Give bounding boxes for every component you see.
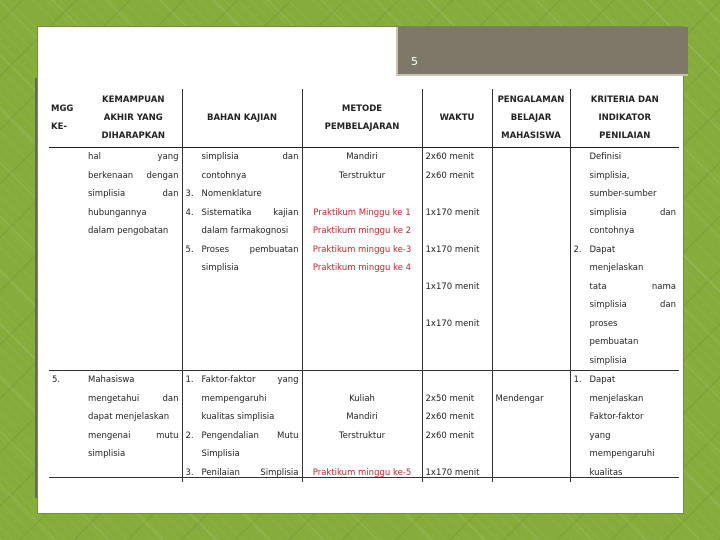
text-line: 1x170 menit <box>425 244 480 255</box>
text-line: 1x170 menit <box>425 207 480 218</box>
text-word: menjelaskan <box>589 393 644 404</box>
text-line: Praktikum minggu ke-5 <box>312 467 412 478</box>
list-line <box>186 427 299 446</box>
text-line <box>426 445 489 464</box>
text-line <box>88 148 179 167</box>
text-word: Simplisia <box>260 467 299 478</box>
list-line <box>574 333 677 352</box>
text-word: Definisi <box>589 152 622 162</box>
text-word: simplisia <box>88 189 126 199</box>
list-line <box>574 464 677 483</box>
text-word: pembuatan <box>589 337 639 347</box>
list-text <box>590 241 677 260</box>
list-line <box>574 167 677 186</box>
row2-mgg: 5. <box>49 371 85 483</box>
list-number <box>186 167 202 186</box>
text-word: dan <box>162 393 179 404</box>
text-word: yang <box>157 152 179 162</box>
list-line <box>574 390 677 409</box>
header-mgg: MGG KE- <box>49 89 85 148</box>
list-line <box>574 204 677 223</box>
text-line: Mandiri <box>346 412 378 422</box>
list-text <box>590 185 677 204</box>
list-line <box>574 148 677 167</box>
list-line <box>186 241 299 260</box>
text-line: Mandiri <box>346 152 378 162</box>
list-number <box>574 352 590 371</box>
text-line: 2x60 menit <box>425 170 475 181</box>
text-word: dan <box>282 152 299 162</box>
text-word: simplisia <box>201 152 239 162</box>
list-line <box>574 259 677 278</box>
list-text <box>202 259 299 278</box>
list-number <box>574 427 590 446</box>
row1-waktu <box>422 148 492 371</box>
list-number <box>186 222 202 241</box>
list-text <box>202 464 299 483</box>
list-number <box>574 408 590 427</box>
list-line <box>574 296 677 315</box>
text-word: sumber-sumber <box>589 189 657 199</box>
row1-metode <box>302 148 422 371</box>
row1-kemampuan <box>85 148 182 371</box>
text-line <box>88 204 179 223</box>
row2-bahan <box>182 371 302 483</box>
text-line <box>88 371 179 390</box>
row2-kemampuan <box>85 371 182 483</box>
row1-mgg <box>49 148 85 371</box>
text-word: berkenaan <box>88 170 134 181</box>
list-number <box>574 204 590 223</box>
list-number <box>574 167 590 186</box>
text-word: hal <box>88 152 101 162</box>
list-text <box>590 427 677 446</box>
text-line <box>496 371 567 390</box>
text-line <box>426 371 489 390</box>
list-text <box>590 259 677 278</box>
text-word: Mahasiswa <box>88 375 135 385</box>
list-number <box>574 222 590 241</box>
text-word: pembuatan <box>249 244 299 255</box>
text-word: kualitas simplisia <box>201 412 275 422</box>
list-number <box>574 185 590 204</box>
list-number <box>186 390 202 409</box>
list-number <box>574 296 590 315</box>
text-word: menjelaskan <box>589 263 644 273</box>
text-line: 1x170 menit <box>425 281 480 292</box>
list-line <box>186 445 299 464</box>
text-word: dengan <box>146 170 179 181</box>
list-text <box>202 204 299 223</box>
list-number: 5. <box>185 244 194 255</box>
list-text <box>590 296 677 315</box>
list-number <box>574 445 590 464</box>
row1-bahan <box>182 148 302 371</box>
list-line <box>186 408 299 427</box>
list-line <box>574 352 677 371</box>
list-text <box>590 148 677 167</box>
table-row <box>49 148 679 371</box>
text-word: yang <box>589 430 611 441</box>
text-line: 2x60 menit <box>425 430 475 441</box>
text-line: Praktikum minggu ke-3 <box>312 244 412 255</box>
header-kriteria: KRITERIA DAN INDIKATOR PENILAIAN <box>570 89 679 148</box>
list-line <box>186 371 299 390</box>
list-number <box>574 390 590 409</box>
list-number <box>574 278 590 297</box>
list-text <box>202 222 299 241</box>
text-word: Penilaian <box>201 467 240 478</box>
text-word: tata <box>589 281 607 292</box>
table-bottom-rule <box>49 477 679 478</box>
row1-kriteria <box>570 148 679 371</box>
list-text <box>202 445 299 464</box>
list-line <box>574 315 677 334</box>
text-word: Faktor-faktor <box>201 375 256 385</box>
list-text <box>590 167 677 186</box>
text-word: yang <box>277 375 299 385</box>
list-text <box>590 333 677 352</box>
list-text <box>590 445 677 464</box>
list-text <box>590 222 677 241</box>
list-number: 2. <box>573 244 582 255</box>
list-line <box>186 464 299 483</box>
header-metode: METODE PEMBELAJARAN <box>302 89 422 148</box>
list-text <box>202 148 299 167</box>
list-text <box>590 204 677 223</box>
list-text <box>202 241 299 260</box>
text-line: 2x50 menit <box>425 393 475 404</box>
text-word: mengenai <box>88 430 131 441</box>
text-line: 1x170 menit <box>425 467 480 478</box>
list-line <box>186 222 299 241</box>
list-line <box>574 241 677 260</box>
list-line <box>574 278 677 297</box>
text-line <box>426 296 489 315</box>
list-text <box>202 427 299 446</box>
text-word: simplisia <box>589 300 627 310</box>
text-word: simplisia <box>589 355 627 366</box>
text-line <box>88 390 179 409</box>
row2-waktu <box>422 371 492 483</box>
text-word: Mutu <box>277 430 299 441</box>
list-text <box>590 315 677 334</box>
text-line: Praktikum Minggu ke 1 <box>313 207 411 218</box>
list-line <box>186 148 299 167</box>
row2-metode <box>302 371 422 483</box>
list-number: 1. <box>573 375 582 385</box>
text-line: Kuliah <box>349 393 375 404</box>
text-word: mempengaruhi <box>201 393 267 404</box>
text-word: mengetahui <box>88 393 140 404</box>
text-line <box>306 185 419 204</box>
text-line <box>88 445 179 464</box>
list-line <box>574 371 677 390</box>
list-number <box>574 148 590 167</box>
text-word: simplisia, <box>589 170 630 181</box>
text-line <box>426 185 489 204</box>
text-word: dapat menjelaskan <box>88 412 170 422</box>
list-line <box>574 222 677 241</box>
text-line <box>88 222 179 241</box>
text-word: Dapat <box>589 375 616 385</box>
text-word: dan <box>660 207 676 218</box>
list-text <box>590 278 677 297</box>
text-word: Simplisia <box>201 449 240 459</box>
list-line <box>574 408 677 427</box>
list-line <box>186 390 299 409</box>
course-table <box>49 89 679 482</box>
text-word: Nomenklature <box>201 189 262 199</box>
header-waktu: WAKTU <box>422 89 492 148</box>
list-number: 3. <box>185 467 194 478</box>
list-text <box>590 371 677 390</box>
list-text <box>590 464 677 483</box>
list-text <box>202 390 299 409</box>
list-number: 4. <box>185 207 194 218</box>
list-line <box>186 185 299 204</box>
list-text <box>590 352 677 371</box>
text-word: dan <box>162 189 179 199</box>
text-line: Praktikum minggu ke 4 <box>312 263 412 273</box>
text-line <box>88 167 179 186</box>
text-word: Sistematika <box>201 207 252 218</box>
text-line <box>306 371 419 390</box>
text-line <box>88 185 179 204</box>
left-rule <box>35 78 37 498</box>
list-number <box>574 315 590 334</box>
text-word: nama <box>651 281 676 292</box>
text-word: kualitas <box>589 467 623 478</box>
text-line <box>306 445 419 464</box>
text-word: Proses <box>201 244 230 255</box>
list-line <box>574 445 677 464</box>
header-pengalaman: PENGALAMAN BELAJAR MAHASISWA <box>492 89 570 148</box>
text-word: simplisia <box>88 449 126 459</box>
text-word: kajian <box>273 207 299 218</box>
text-word: simplisia <box>201 263 239 273</box>
row1-pengalaman <box>492 148 570 371</box>
list-number <box>574 259 590 278</box>
list-number: 3. <box>185 189 194 199</box>
list-line <box>574 427 677 446</box>
text-line <box>426 259 489 278</box>
list-line <box>574 185 677 204</box>
text-word: Faktor-faktor <box>589 412 644 422</box>
list-number <box>186 148 202 167</box>
list-number: 2. <box>185 430 194 441</box>
list-text <box>590 408 677 427</box>
list-line <box>186 167 299 186</box>
text-line <box>88 427 179 446</box>
text-line: 2x60 menit <box>425 152 475 162</box>
text-word: contohnya <box>589 226 635 236</box>
list-number <box>574 333 590 352</box>
text-word: simplisia <box>589 207 627 218</box>
list-number <box>186 259 202 278</box>
list-number <box>574 464 590 483</box>
row2-kriteria <box>570 371 679 483</box>
text-line: Mendengar <box>495 393 544 404</box>
list-text <box>202 371 299 390</box>
text-line <box>88 408 179 427</box>
text-word: Dapat <box>589 244 616 255</box>
text-word: mutu <box>156 430 179 441</box>
list-text <box>202 185 299 204</box>
list-number: 1. <box>185 375 194 385</box>
text-word: hubungannya <box>88 207 147 218</box>
list-text <box>590 390 677 409</box>
slide-number-box <box>396 27 688 76</box>
list-text <box>202 408 299 427</box>
text-word: contohnya <box>201 170 247 181</box>
table-header-row <box>49 89 679 148</box>
table-row <box>49 371 679 483</box>
list-text <box>202 167 299 186</box>
row2-pengalaman <box>492 371 570 483</box>
text-word: dalam pengobatan <box>88 226 169 236</box>
text-word: proses <box>589 318 618 329</box>
text-line: Terstruktur <box>338 170 386 181</box>
text-word: mempengaruhi <box>589 449 655 459</box>
list-line <box>186 259 299 278</box>
header-bahan: BAHAN KAJIAN <box>182 89 302 148</box>
text-line: 2x60 menit <box>425 412 475 422</box>
header-kemampuan: KEMAMPUAN AKHIR YANG DIHARAPKAN <box>85 89 182 148</box>
text-line: Terstruktur <box>338 430 386 441</box>
slide-number: 5 <box>411 55 418 68</box>
text-word: dan <box>660 300 676 310</box>
text-word: Pengendalian <box>201 430 259 441</box>
text-line: Praktikum minggu ke 2 <box>312 226 412 236</box>
text-line <box>426 222 489 241</box>
text-line: 1x170 menit <box>425 318 480 329</box>
text-word: dalam farmakognosi <box>201 226 289 236</box>
list-number <box>186 408 202 427</box>
list-line <box>186 204 299 223</box>
list-number <box>186 445 202 464</box>
